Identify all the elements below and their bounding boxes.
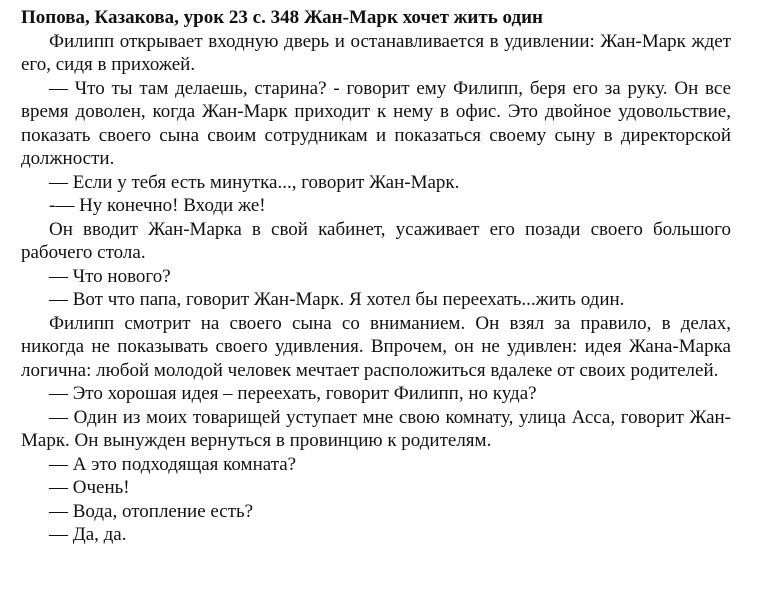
document-title: Попова, Казакова, урок 23 с. 348 Жан-Марк хочет жить один (21, 7, 543, 28)
paragraph: — Что нового? (49, 265, 171, 287)
paragraph: -— Ну конечно! Входи же! (49, 195, 266, 216)
paragraph: — Вот что папа, говорит Жан-Марк. Я хотел бы переехать...жить один. (49, 289, 625, 310)
paragraph: — А это подходящая комната? (49, 453, 297, 475)
paragraph: Филипп открывает входную дверь и останавливается в удивлении: Жан-Марк ждет его, сидя в прихожей. (21, 30, 731, 75)
paragraph: Он вводит Жан-Марка в свой кабинет, усаживает его позади своего большого рабочего стола. (21, 218, 731, 263)
paragraph: — Очень! (49, 477, 130, 498)
paragraph: — Если у тебя есть минутка..., говорит Жан-Марк. (49, 171, 460, 193)
paragraph: — Что ты там делаешь, старина? - говорит ему Филипп, беря его за руку. Он все время доволен, когда Жан-Марк приходит к нему в офис. Это двойное удовольствие, показать своего сына своим сотрудникам и показаться своему сыну в директорской должности. (21, 77, 731, 169)
paragraph: — Это хорошая идея – переехать, говорит Филипп, но куда? (49, 383, 537, 404)
paragraph: — Да, да. (49, 524, 127, 545)
paragraph: — Один из моих товарищей уступает мне свою комнату, улица Асса, говорит Жан-Марк. Он вынужден вернуться в провинцию к родителям. (21, 406, 731, 451)
paragraph: Филипп смотрит на своего сына со вниманием. Он взял за правило, в делах, никогда не показывать своего удивления. Впрочем, он не удивлен: идея Жана-Марка логична: любой молодой человек мечтает расположиться вдалеке от своих родителей. (21, 312, 731, 381)
paragraph: — Вода, отопление есть? (49, 500, 254, 522)
